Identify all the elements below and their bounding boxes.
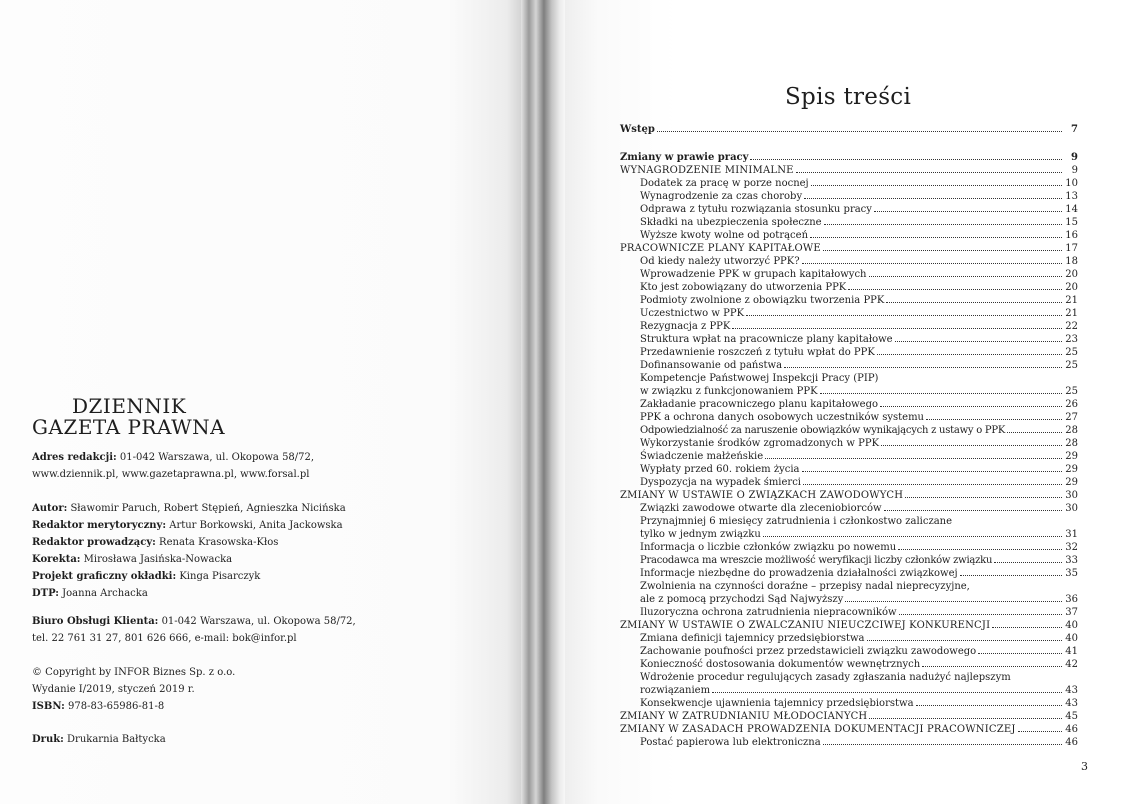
- leader-dots: [803, 484, 1062, 485]
- toc-entry: Uczestnictwo w PPK 21: [640, 308, 1078, 319]
- toc-entry: ZMIANY W USTAWIE O ZWIĄZKACH ZAWODOWYCH 30: [620, 490, 1078, 501]
- leader-dots: [994, 562, 1062, 563]
- leader-dots: [992, 627, 1062, 628]
- toc-entry: Pracodawca ma wreszcie możliwość weryfikacji liczby członków związku 33: [640, 555, 1078, 566]
- leader-dots: [1018, 731, 1062, 732]
- office-contact: tel. 22 761 31 27, 801 626 666, e-mail: bok@infor.pl: [32, 633, 297, 644]
- leader-dots: [802, 471, 1062, 472]
- address-block: [32, 449, 314, 483]
- leader-dots: [796, 172, 1062, 173]
- leader-dots: [804, 198, 1062, 199]
- author-value: Sławomir Paruch, Robert Stępień, Agnieszka Nicińska: [67, 503, 346, 514]
- toc-entry: Iluzoryczna ochrona zatrudnienia niepracowników 37: [640, 607, 1078, 618]
- lead-editor-label: Redaktor prowadzący:: [32, 537, 156, 548]
- book-gutter: [521, 0, 565, 804]
- toc-entry: Struktura wpłat na pracownicze plany kapitałowe 23: [640, 334, 1078, 345]
- author-label: Autor:: [32, 503, 68, 514]
- leader-dots: [877, 354, 1062, 355]
- toc-entry: Przedawnienie roszczeń z tytułu wpłat do PPK 25: [640, 347, 1078, 358]
- toc-entry: Związki zawodowe otwarte dla zleceniobiorców 30: [640, 503, 1078, 514]
- editors-label: Redaktor merytoryczny:: [32, 520, 167, 531]
- leader-dots: [869, 718, 1062, 719]
- toc-entry: Kto jest zobowiązany do utworzenia PPK 20: [640, 282, 1078, 293]
- toc-entry: Informacja o liczbie członków związku po nowemu 32: [640, 542, 1078, 553]
- leader-dots: [960, 575, 1062, 576]
- leader-dots: [784, 367, 1062, 368]
- cover-label: Projekt graficzny okładki:: [32, 571, 177, 582]
- toc-entry: ZMIANY W USTAWIE O ZWALCZANIU NIEUCZCIWEJ KONKURENCJI 40: [620, 620, 1078, 631]
- leader-dots: [848, 289, 1062, 290]
- office-label: Biuro Obsługi Klienta:: [32, 616, 159, 627]
- toc-entry: WYNAGRODZENIE MINIMALNE 9: [620, 165, 1078, 176]
- toc-entry: Konieczność dostosowania dokumentów wewnętrznych 42: [640, 659, 1078, 670]
- toc-entry: Wykorzystanie środków zgromadzonych w PPK 28: [640, 438, 1078, 449]
- leader-dots: [712, 692, 1062, 693]
- copyright-line: © Copyright by INFOR Biznes Sp. z o.o.: [32, 667, 236, 678]
- toc-entry: Dodatek za pracę w porze nocnej 10: [640, 178, 1078, 189]
- leader-dots: [845, 601, 1062, 602]
- edition-line: Wydanie I/2019, styczeń 2019 r.: [32, 684, 195, 695]
- leader-dots: [824, 224, 1062, 225]
- toc-entry: tylko w jednym związku 31: [640, 529, 1078, 540]
- toc-entry: Wprowadzenie PPK w grupach kapitałowych 20: [640, 269, 1078, 280]
- leader-dots: [763, 536, 1062, 537]
- leader-dots: [926, 419, 1062, 420]
- logo-line-2: GAZETA PRAWNA: [32, 415, 226, 439]
- isbn-value: 978-83-65986-81-8: [64, 701, 165, 712]
- leader-dots: [905, 497, 1062, 498]
- isbn-label: ISBN:: [32, 701, 65, 712]
- toc-entry: Konsekwencje ujawnienia tajemnicy przedsiębiorstwa 43: [640, 698, 1078, 709]
- toc-entry: Dyspozycja na wypadek śmierci 29: [640, 477, 1078, 488]
- editors-value: Artur Borkowski, Anita Jackowska: [166, 520, 343, 531]
- customer-office-block: [32, 613, 356, 647]
- leader-dots: [886, 302, 1062, 303]
- toc-entry: Podmioty zwolnione z obowiązku tworzenia PPK 21: [640, 295, 1078, 306]
- toc-entry: Informacje niezbędne do prowadzenia działalności związkowej 35: [640, 568, 1078, 579]
- proof-value: Mirosława Jasińska-Nowacka: [80, 554, 233, 565]
- leader-dots: [880, 406, 1062, 407]
- leader-dots: [869, 276, 1063, 277]
- leader-dots: [916, 705, 1062, 706]
- leader-dots: [810, 237, 1062, 238]
- logo-line-1: DZIENNIK: [72, 394, 187, 418]
- leader-dots: [823, 744, 1062, 745]
- leader-dots: [884, 510, 1062, 511]
- toc-entry: Dofinansowanie od państwa 25: [640, 360, 1078, 371]
- toc-entry: Świadczenie małżeńskie 29: [640, 451, 1078, 462]
- printer-block: [32, 731, 166, 748]
- page-number: 3: [1081, 760, 1088, 773]
- toc-entry: ale z pomocą przychodzi Sąd Najwyższy 36: [640, 594, 1078, 605]
- leader-dots: [881, 445, 1062, 446]
- toc-entry-first-line: Przynajmniej 6 miesięcy zatrudnienia i członkostwo zaliczane: [640, 516, 953, 527]
- toc-entry: Od kiedy należy utworzyć PPK? 18: [640, 256, 1078, 267]
- toc-entry: PPK a ochrona danych osobowych uczestników systemu 27: [640, 412, 1078, 423]
- leader-dots: [874, 211, 1062, 212]
- address-value: 01-042 Warszawa, ul. Okopowa 58/72,: [116, 452, 315, 463]
- office-value: 01-042 Warszawa, ul. Okopowa 58/72,: [158, 616, 356, 627]
- proof-label: Korekta:: [32, 554, 81, 565]
- leader-dots: [823, 250, 1062, 251]
- leader-dots: [895, 341, 1062, 342]
- leader-dots: [1007, 432, 1062, 433]
- toc-entry: Rezygnacja z PPK 22: [640, 321, 1078, 332]
- leader-dots: [898, 549, 1062, 550]
- toc-entry: w związku z funkcjonowaniem PPK 25: [640, 386, 1078, 397]
- toc-entry: Odprawa z tytułu rozwiązania stosunku pracy 14: [640, 204, 1078, 215]
- websites: www.dziennik.pl, www.gazetaprawna.pl, www.forsal.pl: [32, 469, 310, 480]
- toc-entry: Składki na ubezpieczenia społeczne 15: [640, 217, 1078, 228]
- toc-entry: ZMIANY W ZASADACH PROWADZENIA DOKUMENTACJI PRACOWNICZEJ 46: [620, 724, 1078, 735]
- dtp-label: DTP:: [32, 588, 59, 599]
- toc-entry: Wynagrodzenie za czas choroby 13: [640, 191, 1078, 202]
- leader-dots: [750, 159, 1062, 160]
- leader-dots: [811, 185, 1062, 186]
- leader-dots: [746, 315, 1062, 316]
- left-page: [0, 0, 528, 804]
- toc-entry: Postać papierowa lub elektroniczna 46: [640, 737, 1078, 748]
- toc-title: Spis treści: [785, 84, 912, 110]
- copyright-block: [32, 664, 235, 715]
- print-label: Druk:: [32, 734, 64, 745]
- toc-entry: Odpowiedzialność za naruszenie obowiązków wynikających z ustawy o PPK 28: [640, 425, 1078, 436]
- toc-entry: Zachowanie poufności przez przedstawicieli związku zawodowego 41: [640, 646, 1078, 657]
- leader-dots: [657, 131, 1062, 132]
- print-value: Drukarnia Bałtycka: [63, 734, 166, 745]
- toc-entry-first-line: Wdrożenie procedur regulujących zasady zgłaszania nadużyć najlepszym: [640, 672, 1011, 683]
- address-label: Adres redakcji:: [32, 452, 117, 463]
- toc-entry-first-line: Kompetencje Państwowej Inspekcji Pracy (PIP): [640, 373, 879, 384]
- toc-entry: PRACOWNICZE PLANY KAPITAŁOWE 17: [620, 243, 1078, 254]
- toc-entry: rozwiązaniem 43: [640, 685, 1078, 696]
- leader-dots: [899, 614, 1062, 615]
- leader-dots: [867, 640, 1062, 641]
- lead-editor-value: Renata Krasowska-Kłos: [155, 537, 279, 548]
- toc-entry: Wstęp 7: [620, 124, 1078, 135]
- toc-entry: Wypłaty przed 60. rokiem życia 29: [640, 464, 1078, 475]
- toc-entry: Zakładanie pracowniczego planu kapitałowego 26: [640, 399, 1078, 410]
- toc-entry-first-line: Zwolnienia na czynności doraźne – przepisy nadal nieprecyzyjne,: [640, 581, 970, 592]
- leader-dots: [732, 328, 1062, 329]
- leader-dots: [765, 458, 1062, 459]
- publisher-logo: [32, 396, 225, 438]
- toc-entry: ZMIANY W ZATRUDNIANIU MŁODOCIANYCH 45: [620, 711, 1078, 722]
- leader-dots: [922, 666, 1062, 667]
- leader-dots: [820, 393, 1062, 394]
- toc-entry: Zmiany w prawie pracy 9: [620, 152, 1078, 163]
- dtp-value: Joanna Archacka: [58, 588, 148, 599]
- leader-dots: [978, 653, 1062, 654]
- credits-block: [32, 500, 346, 602]
- leader-dots: [802, 263, 1062, 264]
- toc-entry: Zmiana definicji tajemnicy przedsiębiorstwa 40: [640, 633, 1078, 644]
- toc-entry: Wyższe kwoty wolne od potrąceń 16: [640, 230, 1078, 241]
- cover-value: Kinga Pisarczyk: [176, 571, 261, 582]
